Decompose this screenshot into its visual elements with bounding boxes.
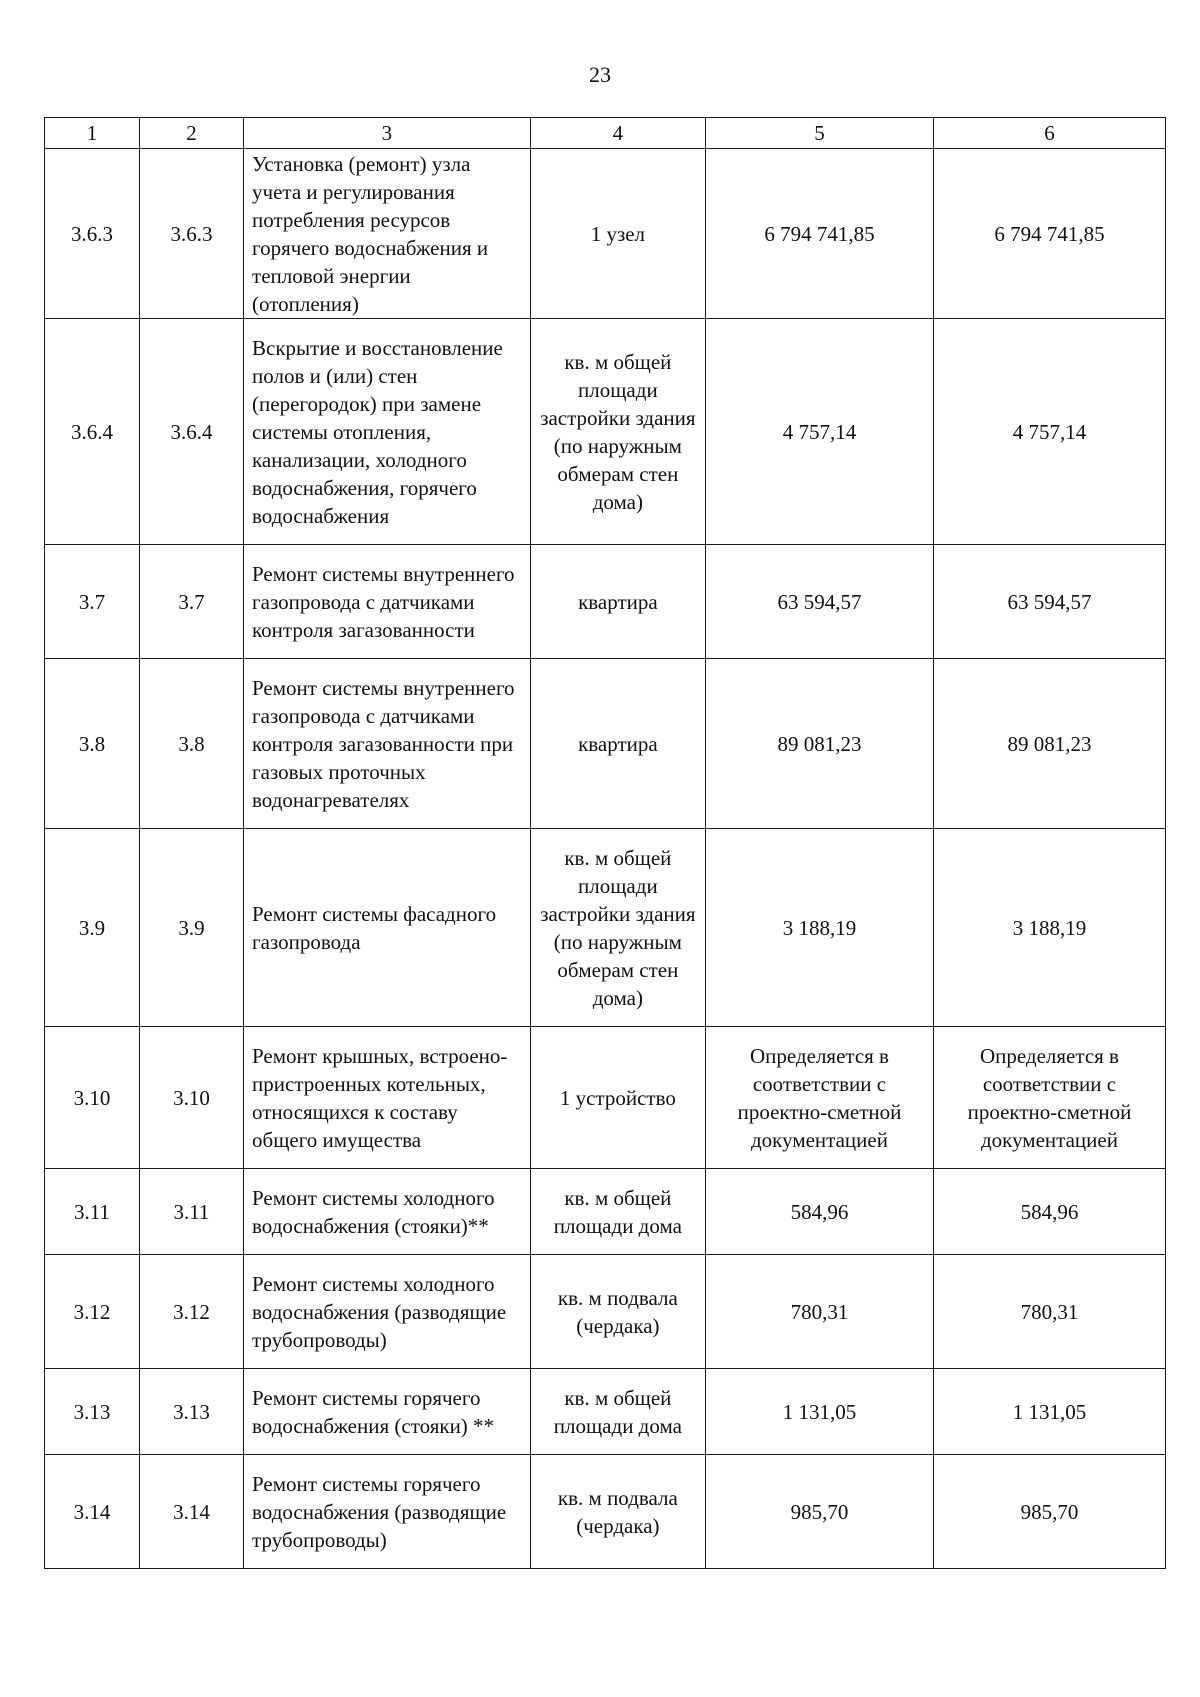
row-code: 3.6.4 — [139, 319, 243, 545]
work-description: Вскрытие и восстановление полов и (или) стен (перегородок) при замене системы отопления, канализации, холодного водоснабжения, горячего водоснабжения — [244, 319, 531, 545]
cost-limit-value: Определяется в соответствии с проектно-сметной документацией — [933, 1027, 1165, 1169]
cost-value: 780,31 — [706, 1255, 934, 1369]
row-code: 3.6.3 — [139, 149, 243, 319]
table-row — [45, 1455, 1166, 1569]
cost-limit-value: 985,70 — [933, 1455, 1165, 1569]
table-row — [45, 829, 1166, 1027]
unit-of-measure: кв. м подвала (чердака) — [530, 1455, 705, 1569]
cost-limit-value: 89 081,23 — [933, 659, 1165, 829]
cost-value: 6 794 741,85 — [706, 149, 934, 319]
table-row — [45, 319, 1166, 545]
work-description: Ремонт системы горячего водоснабжения (разводящие трубопроводы) — [244, 1455, 531, 1569]
table-row — [45, 1369, 1166, 1455]
cost-limit-value: 6 794 741,85 — [933, 149, 1165, 319]
unit-of-measure: кв. м общей площади застройки здания (по наружным обмерам стен дома) — [530, 829, 705, 1027]
unit-of-measure: кв. м общей площади застройки здания (по наружным обмерам стен дома) — [530, 319, 705, 545]
unit-of-measure: кв. м общей площади дома — [530, 1169, 705, 1255]
unit-of-measure: 1 узел — [530, 149, 705, 319]
unit-of-measure: квартира — [530, 659, 705, 829]
column-header-3: 3 — [244, 118, 531, 149]
row-number: 3.8 — [45, 659, 140, 829]
table-row — [45, 659, 1166, 829]
cost-value: 4 757,14 — [706, 319, 934, 545]
row-code: 3.9 — [139, 829, 243, 1027]
cost-limit-value: 584,96 — [933, 1169, 1165, 1255]
row-number: 3.13 — [45, 1369, 140, 1455]
rates-table — [44, 117, 1166, 1569]
column-header-4: 4 — [530, 118, 705, 149]
cost-value: Определяется в соответствии с проектно-сметной документацией — [706, 1027, 934, 1169]
row-code: 3.13 — [139, 1369, 243, 1455]
row-number: 3.6.3 — [45, 149, 140, 319]
unit-of-measure: квартира — [530, 545, 705, 659]
row-number: 3.6.4 — [45, 319, 140, 545]
cost-limit-value: 1 131,05 — [933, 1369, 1165, 1455]
row-code: 3.8 — [139, 659, 243, 829]
work-description: Ремонт системы горячего водоснабжения (стояки) ** — [244, 1369, 531, 1455]
table-row — [45, 1255, 1166, 1369]
row-number: 3.12 — [45, 1255, 140, 1369]
column-header-2: 2 — [139, 118, 243, 149]
row-code: 3.11 — [139, 1169, 243, 1255]
table-row — [45, 1169, 1166, 1255]
work-description: Ремонт системы фасадного газопровода — [244, 829, 531, 1027]
page-number: 23 — [589, 62, 611, 87]
cost-limit-value: 4 757,14 — [933, 319, 1165, 545]
unit-of-measure: кв. м подвала (чердака) — [530, 1255, 705, 1369]
work-description: Ремонт крышных, встроено-пристроенных котельных, относящихся к составу общего имущества — [244, 1027, 531, 1169]
cost-value: 1 131,05 — [706, 1369, 934, 1455]
row-code: 3.7 — [139, 545, 243, 659]
row-code: 3.10 — [139, 1027, 243, 1169]
unit-of-measure: кв. м общей площади дома — [530, 1369, 705, 1455]
cost-value: 3 188,19 — [706, 829, 934, 1027]
cost-value: 89 081,23 — [706, 659, 934, 829]
row-number: 3.11 — [45, 1169, 140, 1255]
cost-limit-value: 63 594,57 — [933, 545, 1165, 659]
row-number: 3.14 — [45, 1455, 140, 1569]
row-code: 3.12 — [139, 1255, 243, 1369]
table-row — [45, 545, 1166, 659]
row-code: 3.14 — [139, 1455, 243, 1569]
unit-of-measure: 1 устройство — [530, 1027, 705, 1169]
cost-value: 985,70 — [706, 1455, 934, 1569]
cost-value: 584,96 — [706, 1169, 934, 1255]
column-header-5: 5 — [706, 118, 934, 149]
work-description: Ремонт системы холодного водоснабжения (разводящие трубопроводы) — [244, 1255, 531, 1369]
table-row — [45, 1027, 1166, 1169]
work-description: Ремонт системы внутреннего газопровода с датчиками контроля загазованности — [244, 545, 531, 659]
table-row — [45, 149, 1166, 319]
row-number: 3.9 — [45, 829, 140, 1027]
work-description: Ремонт системы холодного водоснабжения (стояки)** — [244, 1169, 531, 1255]
work-description: Ремонт системы внутреннего газопровода с датчиками контроля загазованности при газовых проточных водонагревателях — [244, 659, 531, 829]
column-header-6: 6 — [933, 118, 1165, 149]
cost-limit-value: 3 188,19 — [933, 829, 1165, 1027]
column-header-1: 1 — [45, 118, 140, 149]
cost-value: 63 594,57 — [706, 545, 934, 659]
row-number: 3.7 — [45, 545, 140, 659]
table-header-row — [45, 118, 1166, 149]
cost-limit-value: 780,31 — [933, 1255, 1165, 1369]
work-description: Установка (ремонт) узла учета и регулирования потребления ресурсов горячего водоснабжения и тепловой энергии (отопления) — [244, 149, 531, 319]
row-number: 3.10 — [45, 1027, 140, 1169]
